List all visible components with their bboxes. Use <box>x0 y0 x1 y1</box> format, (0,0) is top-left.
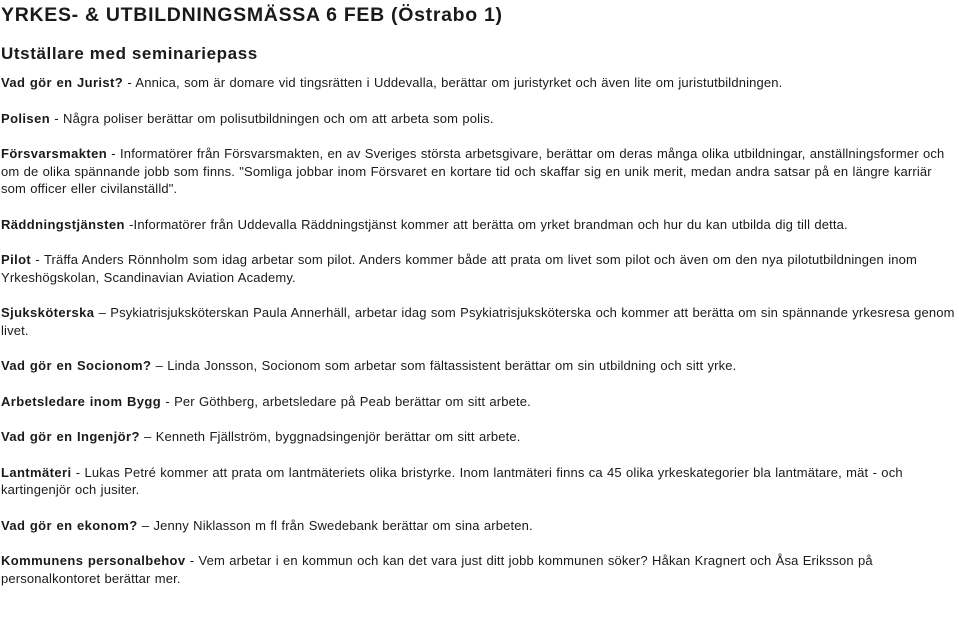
exhibitor-name: Pilot <box>1 252 32 267</box>
page-title: YRKES- & UTBILDNINGSMÄSSA 6 FEB (Östrabo 1) <box>1 4 503 26</box>
exhibitor-description: - Annica, som är domare vid tingsrätten i Uddevalla, berättar om juristyrket och även lite om juristutbildningen. <box>123 75 783 90</box>
exhibitor-description: – Linda Jonsson, Socionom som arbetar som fältassistent berättar om sin utbildning och sitt yrke. <box>151 358 737 373</box>
exhibitor-entry <box>1 251 958 286</box>
exhibitor-name: Vad gör en Ingenjör? <box>1 429 140 444</box>
exhibitor-name: Räddningstjänsten <box>1 216 125 232</box>
exhibitor-description: - Träffa Anders Rönnholm som idag arbetar som pilot. Anders kommer både att prata om livet som pilot och även om den nya pilotutbildningen inom Yrkeshögskolan, Scandinavian Aviation Academy. <box>1 252 917 285</box>
exhibitor-description: - Några poliser berättar om polisutbildningen och om att arbeta som polis. <box>50 110 494 126</box>
exhibitor-entry <box>1 304 958 339</box>
exhibitor-name: Lantmäteri <box>1 464 72 480</box>
exhibitor-entry <box>1 464 958 499</box>
exhibitor-description: - Lukas Petré kommer att prata om lantmäteriets olika bristyrke. Inom lantmäteri finns ca 45 olika yrkeskategorier bla lantmätare, mät - och kartingenjör och jusiter. <box>1 464 903 497</box>
exhibitor-entry <box>1 428 958 446</box>
exhibitor-name: Vad gör en ekonom? <box>1 517 138 533</box>
exhibitor-name: Arbetsledare inom Bygg <box>1 393 162 409</box>
exhibitor-name: Vad gör en Socionom? <box>1 358 152 373</box>
exhibitor-entry <box>1 216 958 234</box>
exhibitor-description: – Jenny Niklasson m fl från Swedebank berättar om sina arbeten. <box>137 517 533 533</box>
exhibitor-description: – Psykiatrisjuksköterskan Paula Annerhäll, arbetar idag som Psykiatrisjuksköterska och kommer att berätta om sin spännande yrkesresa genom livet. <box>1 305 955 338</box>
exhibitor-name: Polisen <box>1 110 51 126</box>
exhibitor-name: Försvarsmakten <box>1 146 108 161</box>
exhibitor-entry <box>1 74 958 92</box>
exhibitor-description: - Informatörer från Försvarsmakten, en av Sveriges största arbetsgivare, berättar om deras många olika utbildningar, anställningsformer och om de olika spännande jobb som finns. "Somliga jobbar inom Försvaret en kortare tid och skaffar sig en unik merit, medan andra satsar på en längre karriär som officer eller civilanställd". <box>1 146 945 196</box>
exhibitor-entry <box>1 357 958 375</box>
exhibitor-description: - Vem arbetar i en kommun och kan det vara just ditt jobb kommunen söker? Håkan Kragnert och Åsa Eriksson på personalkontoret berättar mer. <box>1 553 873 586</box>
exhibitor-name: Sjuksköterska <box>1 305 95 320</box>
exhibitor-description: -Informatörer från Uddevalla Räddningstjänst kommer att berätta om yrket brandman och hur du kan utbilda dig till detta. <box>124 216 848 232</box>
exhibitor-entry <box>1 552 958 587</box>
exhibitor-name: Vad gör en Jurist? <box>1 75 124 90</box>
page-subtitle: Utställare med seminariepass <box>1 44 258 63</box>
exhibitor-entry <box>1 517 958 535</box>
exhibitor-description: - Per Göthberg, arbetsledare på Peab berättar om sitt arbete. <box>161 393 531 409</box>
exhibitor-description: – Kenneth Fjällström, byggnadsingenjör berättar om sitt arbete. <box>139 429 521 444</box>
exhibitor-entry <box>1 110 958 128</box>
exhibitor-name: Kommunens personalbehov <box>1 553 186 568</box>
exhibitor-entry <box>1 145 958 198</box>
exhibitor-entry <box>1 393 958 411</box>
